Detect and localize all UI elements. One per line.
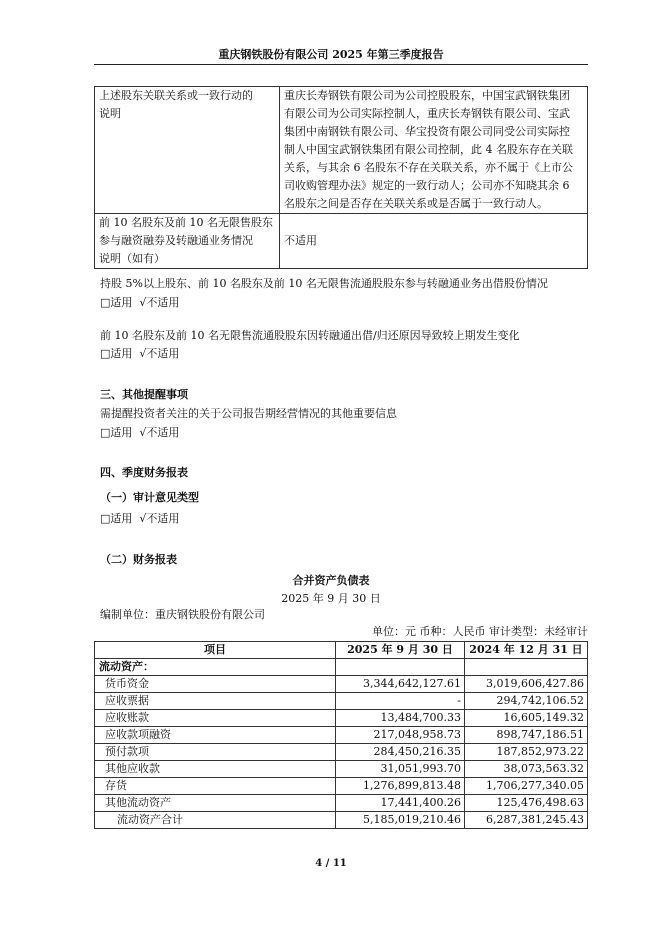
option-line xyxy=(100,511,179,527)
table-row xyxy=(95,812,588,829)
section-label: 流动资产： xyxy=(95,659,336,676)
checkbox-not-applicable: √不适用 xyxy=(139,512,180,525)
current-value: 3,344,642,127.61 xyxy=(336,676,465,693)
option-line xyxy=(100,346,179,362)
lending-note: 持股 5%以上股东、前 10 名股东及前 10 名无限售流通股股东参与转融通业务出借股份情况 xyxy=(100,277,548,290)
checkbox-not-applicable: √不适用 xyxy=(139,426,180,439)
checkbox-applicable: □适用 xyxy=(100,296,133,309)
current-value: - xyxy=(336,693,465,710)
checkbox-not-applicable: √不适用 xyxy=(139,347,180,360)
checkbox-applicable: □适用 xyxy=(100,426,133,439)
margin-value-cell: 不适用 xyxy=(280,214,588,269)
current-value: 17,441,400.26 xyxy=(336,795,465,812)
row-label: 其他应收款 xyxy=(95,761,336,778)
previous-value: 38,073,563.32 xyxy=(465,761,588,778)
option-line xyxy=(100,295,179,311)
row-label: 应收账款 xyxy=(95,710,336,727)
previous-value: 6,287,381,245.43 xyxy=(465,812,588,829)
previous-value: 16,605,149.32 xyxy=(465,710,588,727)
previous-value: 898,747,186.51 xyxy=(465,727,588,744)
option-line xyxy=(100,425,179,441)
row-label: 存货 xyxy=(95,778,336,795)
checkbox-applicable: □适用 xyxy=(100,512,133,525)
preparer-line: 编制单位：重庆钢铁股份有限公司 xyxy=(100,608,265,621)
checkbox-applicable: □适用 xyxy=(100,347,133,360)
relation-value-cell xyxy=(280,87,588,214)
page-number: 4 / 11 xyxy=(315,858,347,869)
previous-value: 187,852,973.22 xyxy=(465,744,588,761)
label-line: 参与融资融券及转融通业务情况 xyxy=(99,234,253,247)
table-row xyxy=(95,87,588,214)
value-line: 制人中国宝武钢铁集团有限公司控制，此 4 名股东存在关联 xyxy=(284,143,573,156)
value-line: 关系，与其余 6 名股东不存在关联关系，亦不属于《上市公 xyxy=(284,161,573,174)
current-value: 1,276,899,813.48 xyxy=(336,778,465,795)
label-line: 前 10 名股东及前 10 名无限售股东 xyxy=(99,216,273,229)
previous-value: 3,019,606,427.86 xyxy=(465,676,588,693)
table-row xyxy=(95,778,588,795)
table-row xyxy=(95,214,588,269)
balance-sheet-table xyxy=(94,641,588,829)
empty-cell xyxy=(465,659,588,676)
previous-value: 125,476,498.63 xyxy=(465,795,588,812)
statement-date: 2025 年 9 月 30 日 xyxy=(281,592,381,605)
page-header-title: 重庆钢铁股份有限公司 2025 年第三季度报告 xyxy=(218,48,444,61)
current-value: 5,185,019,210.46 xyxy=(336,812,465,829)
column-header: 项目 xyxy=(95,642,336,659)
table-header-row xyxy=(95,642,588,659)
margin-label-cell xyxy=(95,214,280,269)
table-row xyxy=(95,659,588,676)
row-label: 应收票据 xyxy=(95,693,336,710)
row-label: 应收款项融资 xyxy=(95,727,336,744)
row-label: 其他流动资产 xyxy=(95,795,336,812)
table-row xyxy=(95,676,588,693)
empty-cell xyxy=(336,659,465,676)
label-line: 说明（如有） xyxy=(99,252,165,265)
unit-line: 单位：元 币种：人民币 审计类型：未经审计 xyxy=(372,625,588,638)
label-line: 说明 xyxy=(99,107,121,120)
section-four-title: 四、季度财务报表 xyxy=(100,466,188,479)
row-label: 流动资产合计 xyxy=(95,812,336,829)
table-row xyxy=(95,761,588,778)
value-line: 有限公司为公司实际控制人，重庆长寿钢铁有限公司、宝武 xyxy=(284,107,570,120)
section-three-title: 三、其他提醒事项 xyxy=(100,388,188,401)
previous-value: 294,742,106.52 xyxy=(465,693,588,710)
value-line: 司收购管理办法》规定的一致行动人；公司亦不知晓其余 6 xyxy=(284,179,570,192)
table-row xyxy=(95,710,588,727)
label-line: 上述股东关联关系或一致行动的 xyxy=(99,89,253,102)
relation-label-cell xyxy=(95,87,280,214)
column-header: 2025 年 9 月 30 日 xyxy=(336,642,465,659)
value-line: 重庆长寿钢铁有限公司为公司控股股东，中国宝武钢铁集团 xyxy=(284,89,570,102)
value-line: 名股东之间是否存在关联关系或是否属于一致行动人。 xyxy=(284,197,548,210)
table-row xyxy=(95,693,588,710)
row-label: 预付款项 xyxy=(95,744,336,761)
value-line: 集团中南钢铁有限公司、华宝投资有限公司同受公司实际控 xyxy=(284,125,570,138)
financial-statements-title: （二）财务报表 xyxy=(100,553,177,566)
audit-opinion-title: （一）审计意见类型 xyxy=(100,491,199,504)
change-note: 前 10 名股东及前 10 名无限售流通股股东因转融通出借/归还原因导致较上期发生变化 xyxy=(100,329,520,342)
section-three-text: 需提醒投资者关注的关于公司报告期经营情况的其他重要信息 xyxy=(100,407,397,420)
row-label: 货币资金 xyxy=(95,676,336,693)
shareholder-relation-table xyxy=(94,86,588,269)
current-value: 217,048,958.73 xyxy=(336,727,465,744)
header-divider xyxy=(94,64,588,65)
current-value: 284,450,216.35 xyxy=(336,744,465,761)
statement-title: 合并资产负债表 xyxy=(292,574,370,587)
table-row xyxy=(95,727,588,744)
table-row xyxy=(95,795,588,812)
previous-value: 1,706,277,340.05 xyxy=(465,778,588,795)
table-row xyxy=(95,744,588,761)
checkbox-not-applicable: √不适用 xyxy=(139,296,180,309)
current-value: 13,484,700.33 xyxy=(336,710,465,727)
current-value: 31,051,993.70 xyxy=(336,761,465,778)
column-header: 2024 年 12 月 31 日 xyxy=(465,642,588,659)
